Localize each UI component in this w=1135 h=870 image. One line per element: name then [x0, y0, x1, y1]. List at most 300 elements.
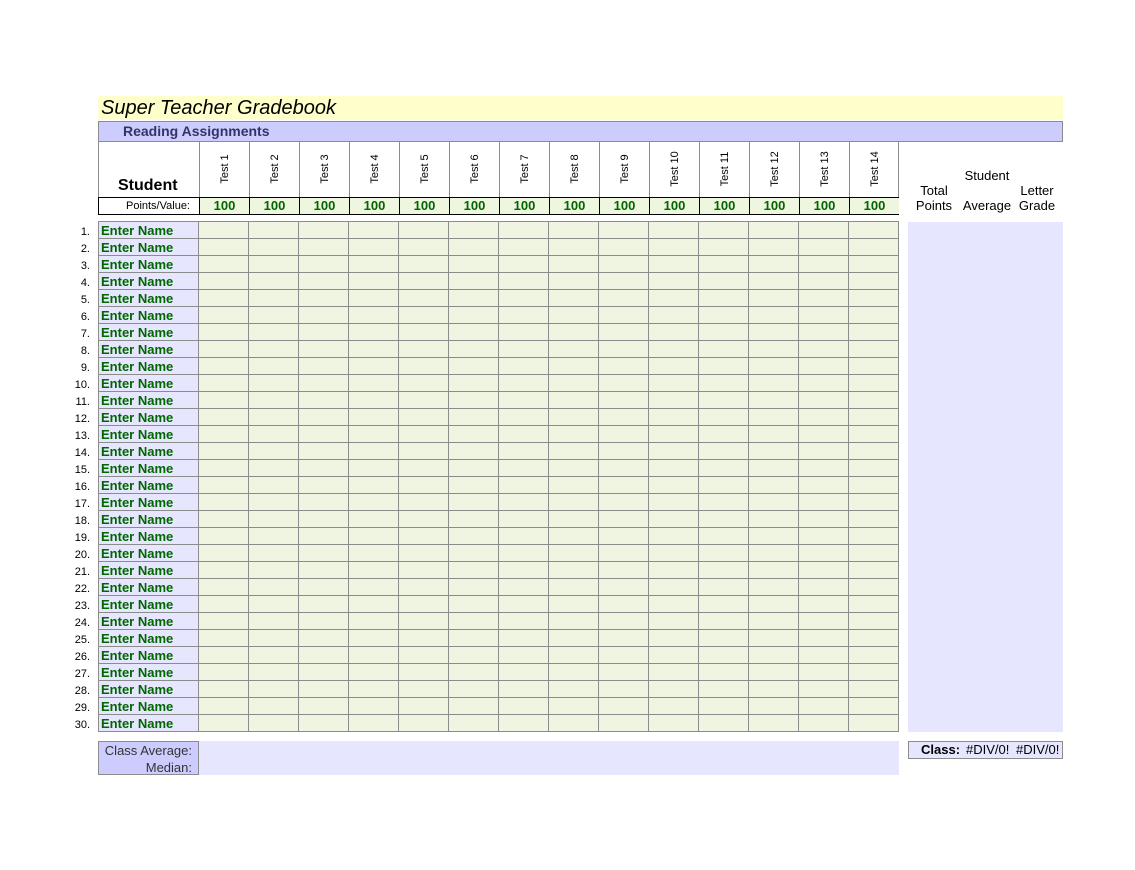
score-cell[interactable] — [249, 647, 299, 664]
score-cell[interactable] — [199, 358, 249, 375]
score-cell[interactable] — [599, 647, 649, 664]
score-cell[interactable] — [849, 273, 899, 290]
score-cell[interactable] — [749, 290, 799, 307]
score-cell[interactable] — [349, 426, 399, 443]
student-name-cell[interactable]: Enter Name — [98, 715, 199, 732]
score-cell[interactable] — [499, 239, 549, 256]
score-cell[interactable] — [399, 681, 449, 698]
score-cell[interactable] — [749, 664, 799, 681]
score-cell[interactable] — [199, 715, 249, 732]
score-cell[interactable] — [199, 698, 249, 715]
score-cell[interactable] — [649, 460, 699, 477]
score-cell[interactable] — [299, 290, 349, 307]
score-cell[interactable] — [249, 562, 299, 579]
score-cell[interactable] — [699, 358, 749, 375]
score-cell[interactable] — [649, 596, 699, 613]
score-cell[interactable] — [799, 562, 849, 579]
score-cell[interactable] — [449, 460, 499, 477]
score-cell[interactable] — [699, 477, 749, 494]
score-cell[interactable] — [399, 426, 449, 443]
score-cell[interactable] — [749, 341, 799, 358]
score-cell[interactable] — [299, 528, 349, 545]
score-cell[interactable] — [199, 460, 249, 477]
score-cell[interactable] — [199, 511, 249, 528]
score-cell[interactable] — [849, 358, 899, 375]
score-cell[interactable] — [349, 341, 399, 358]
score-cell[interactable] — [549, 579, 599, 596]
score-cell[interactable] — [699, 239, 749, 256]
score-cell[interactable] — [599, 409, 649, 426]
score-cell[interactable] — [799, 324, 849, 341]
score-cell[interactable] — [699, 613, 749, 630]
score-cell[interactable] — [449, 290, 499, 307]
score-cell[interactable] — [749, 324, 799, 341]
score-cell[interactable] — [699, 307, 749, 324]
score-cell[interactable] — [849, 375, 899, 392]
score-cell[interactable] — [299, 494, 349, 511]
score-cell[interactable] — [349, 579, 399, 596]
score-cell[interactable] — [349, 511, 399, 528]
score-cell[interactable] — [699, 596, 749, 613]
score-cell[interactable] — [349, 630, 399, 647]
score-cell[interactable] — [499, 256, 549, 273]
score-cell[interactable] — [199, 324, 249, 341]
score-cell[interactable] — [199, 545, 249, 562]
score-cell[interactable] — [299, 239, 349, 256]
score-cell[interactable] — [599, 256, 649, 273]
score-cell[interactable] — [249, 392, 299, 409]
score-cell[interactable] — [599, 324, 649, 341]
score-cell[interactable] — [599, 239, 649, 256]
score-cell[interactable] — [749, 222, 799, 239]
score-cell[interactable] — [499, 613, 549, 630]
score-cell[interactable] — [649, 579, 699, 596]
score-cell[interactable] — [299, 358, 349, 375]
score-cell[interactable] — [349, 324, 399, 341]
score-cell[interactable] — [349, 290, 399, 307]
score-cell[interactable] — [749, 307, 799, 324]
score-cell[interactable] — [499, 579, 549, 596]
score-cell[interactable] — [349, 256, 399, 273]
score-cell[interactable] — [349, 698, 399, 715]
score-cell[interactable] — [749, 562, 799, 579]
score-cell[interactable] — [599, 630, 649, 647]
score-cell[interactable] — [249, 477, 299, 494]
score-cell[interactable] — [799, 579, 849, 596]
score-cell[interactable] — [549, 545, 599, 562]
score-cell[interactable] — [199, 256, 249, 273]
score-cell[interactable] — [699, 698, 749, 715]
score-cell[interactable] — [499, 392, 549, 409]
score-cell[interactable] — [249, 256, 299, 273]
score-cell[interactable] — [599, 375, 649, 392]
score-cell[interactable] — [299, 409, 349, 426]
student-name-cell[interactable]: Enter Name — [98, 579, 199, 596]
score-cell[interactable] — [399, 511, 449, 528]
score-cell[interactable] — [349, 681, 399, 698]
score-cell[interactable] — [249, 273, 299, 290]
score-cell[interactable] — [549, 664, 599, 681]
score-cell[interactable] — [699, 528, 749, 545]
score-cell[interactable] — [649, 545, 699, 562]
score-cell[interactable] — [349, 596, 399, 613]
student-name-cell[interactable]: Enter Name — [98, 290, 199, 307]
score-cell[interactable] — [299, 715, 349, 732]
score-cell[interactable] — [849, 647, 899, 664]
student-name-cell[interactable]: Enter Name — [98, 324, 199, 341]
score-cell[interactable] — [349, 562, 399, 579]
score-cell[interactable] — [749, 477, 799, 494]
score-cell[interactable] — [399, 443, 449, 460]
score-cell[interactable] — [299, 681, 349, 698]
score-cell[interactable] — [349, 528, 399, 545]
score-cell[interactable] — [599, 273, 649, 290]
score-cell[interactable] — [649, 681, 699, 698]
student-name-cell[interactable]: Enter Name — [98, 358, 199, 375]
score-cell[interactable] — [449, 392, 499, 409]
score-cell[interactable] — [499, 698, 549, 715]
score-cell[interactable] — [449, 358, 499, 375]
score-cell[interactable] — [249, 630, 299, 647]
score-cell[interactable] — [199, 647, 249, 664]
score-cell[interactable] — [499, 341, 549, 358]
score-cell[interactable] — [199, 273, 249, 290]
score-cell[interactable] — [399, 273, 449, 290]
score-cell[interactable] — [399, 715, 449, 732]
score-cell[interactable] — [649, 273, 699, 290]
score-cell[interactable] — [249, 324, 299, 341]
score-cell[interactable] — [199, 630, 249, 647]
score-cell[interactable] — [849, 494, 899, 511]
student-name-cell[interactable]: Enter Name — [98, 222, 199, 239]
score-cell[interactable] — [299, 307, 349, 324]
score-cell[interactable] — [749, 239, 799, 256]
score-cell[interactable] — [749, 409, 799, 426]
score-cell[interactable] — [649, 239, 699, 256]
student-name-cell[interactable]: Enter Name — [98, 528, 199, 545]
score-cell[interactable] — [849, 698, 899, 715]
score-cell[interactable] — [599, 664, 649, 681]
score-cell[interactable] — [499, 273, 549, 290]
score-cell[interactable] — [249, 222, 299, 239]
score-cell[interactable] — [399, 698, 449, 715]
points-value-9[interactable]: 100 — [599, 198, 649, 214]
points-value-7[interactable]: 100 — [499, 198, 549, 214]
score-cell[interactable] — [799, 681, 849, 698]
score-cell[interactable] — [849, 477, 899, 494]
score-cell[interactable] — [299, 392, 349, 409]
score-cell[interactable] — [849, 409, 899, 426]
score-cell[interactable] — [249, 460, 299, 477]
score-cell[interactable] — [749, 494, 799, 511]
score-cell[interactable] — [349, 460, 399, 477]
score-cell[interactable] — [749, 596, 799, 613]
score-cell[interactable] — [449, 579, 499, 596]
score-cell[interactable] — [549, 494, 599, 511]
score-cell[interactable] — [599, 562, 649, 579]
score-cell[interactable] — [599, 681, 649, 698]
score-cell[interactable] — [699, 426, 749, 443]
score-cell[interactable] — [599, 613, 649, 630]
score-cell[interactable] — [399, 358, 449, 375]
points-value-3[interactable]: 100 — [299, 198, 349, 214]
score-cell[interactable] — [499, 545, 549, 562]
score-cell[interactable] — [649, 511, 699, 528]
score-cell[interactable] — [799, 494, 849, 511]
score-cell[interactable] — [799, 545, 849, 562]
score-cell[interactable] — [349, 375, 399, 392]
score-cell[interactable] — [649, 222, 699, 239]
student-name-cell[interactable]: Enter Name — [98, 375, 199, 392]
score-cell[interactable] — [499, 647, 549, 664]
score-cell[interactable] — [499, 511, 549, 528]
score-cell[interactable] — [499, 460, 549, 477]
score-cell[interactable] — [799, 273, 849, 290]
score-cell[interactable] — [449, 647, 499, 664]
score-cell[interactable] — [449, 596, 499, 613]
score-cell[interactable] — [399, 222, 449, 239]
score-cell[interactable] — [199, 426, 249, 443]
score-cell[interactable] — [849, 562, 899, 579]
points-value-6[interactable]: 100 — [449, 198, 499, 214]
score-cell[interactable] — [849, 392, 899, 409]
score-cell[interactable] — [799, 630, 849, 647]
score-cell[interactable] — [199, 596, 249, 613]
student-name-cell[interactable]: Enter Name — [98, 307, 199, 324]
score-cell[interactable] — [399, 596, 449, 613]
score-cell[interactable] — [849, 324, 899, 341]
score-cell[interactable] — [599, 392, 649, 409]
score-cell[interactable] — [599, 290, 649, 307]
score-cell[interactable] — [199, 477, 249, 494]
score-cell[interactable] — [549, 443, 599, 460]
score-cell[interactable] — [749, 392, 799, 409]
score-cell[interactable] — [549, 222, 599, 239]
score-cell[interactable] — [699, 579, 749, 596]
score-cell[interactable] — [249, 307, 299, 324]
score-cell[interactable] — [749, 460, 799, 477]
score-cell[interactable] — [599, 341, 649, 358]
score-cell[interactable] — [249, 239, 299, 256]
points-value-11[interactable]: 100 — [699, 198, 749, 214]
score-cell[interactable] — [499, 443, 549, 460]
score-cell[interactable] — [549, 392, 599, 409]
score-cell[interactable] — [349, 239, 399, 256]
score-cell[interactable] — [549, 528, 599, 545]
score-cell[interactable] — [399, 341, 449, 358]
points-value-8[interactable]: 100 — [549, 198, 599, 214]
score-cell[interactable] — [549, 239, 599, 256]
score-cell[interactable] — [799, 307, 849, 324]
points-value-5[interactable]: 100 — [399, 198, 449, 214]
score-cell[interactable] — [499, 222, 549, 239]
score-cell[interactable] — [349, 613, 399, 630]
score-cell[interactable] — [699, 545, 749, 562]
score-cell[interactable] — [649, 647, 699, 664]
student-name-cell[interactable]: Enter Name — [98, 511, 199, 528]
score-cell[interactable] — [199, 443, 249, 460]
score-cell[interactable] — [799, 511, 849, 528]
score-cell[interactable] — [649, 494, 699, 511]
score-cell[interactable] — [549, 426, 599, 443]
score-cell[interactable] — [849, 511, 899, 528]
score-cell[interactable] — [599, 596, 649, 613]
score-cell[interactable] — [599, 545, 649, 562]
score-cell[interactable] — [349, 392, 399, 409]
score-cell[interactable] — [349, 409, 399, 426]
score-cell[interactable] — [249, 341, 299, 358]
score-cell[interactable] — [449, 239, 499, 256]
score-cell[interactable] — [599, 460, 649, 477]
student-name-cell[interactable]: Enter Name — [98, 664, 199, 681]
score-cell[interactable] — [199, 613, 249, 630]
score-cell[interactable] — [549, 307, 599, 324]
score-cell[interactable] — [299, 375, 349, 392]
score-cell[interactable] — [599, 222, 649, 239]
score-cell[interactable] — [249, 494, 299, 511]
score-cell[interactable] — [699, 681, 749, 698]
score-cell[interactable] — [749, 528, 799, 545]
score-cell[interactable] — [699, 324, 749, 341]
score-cell[interactable] — [799, 358, 849, 375]
student-name-cell[interactable]: Enter Name — [98, 647, 199, 664]
score-cell[interactable] — [499, 290, 549, 307]
score-cell[interactable] — [749, 375, 799, 392]
score-cell[interactable] — [599, 307, 649, 324]
score-cell[interactable] — [749, 545, 799, 562]
score-cell[interactable] — [849, 664, 899, 681]
score-cell[interactable] — [349, 494, 399, 511]
score-cell[interactable] — [749, 715, 799, 732]
score-cell[interactable] — [549, 256, 599, 273]
score-cell[interactable] — [299, 647, 349, 664]
score-cell[interactable] — [299, 426, 349, 443]
student-name-cell[interactable]: Enter Name — [98, 392, 199, 409]
score-cell[interactable] — [399, 613, 449, 630]
score-cell[interactable] — [349, 545, 399, 562]
score-cell[interactable] — [399, 409, 449, 426]
score-cell[interactable] — [699, 715, 749, 732]
score-cell[interactable] — [449, 477, 499, 494]
score-cell[interactable] — [549, 562, 599, 579]
score-cell[interactable] — [649, 375, 699, 392]
score-cell[interactable] — [249, 579, 299, 596]
score-cell[interactable] — [799, 341, 849, 358]
score-cell[interactable] — [799, 392, 849, 409]
score-cell[interactable] — [649, 477, 699, 494]
score-cell[interactable] — [499, 375, 549, 392]
score-cell[interactable] — [699, 222, 749, 239]
score-cell[interactable] — [649, 324, 699, 341]
score-cell[interactable] — [399, 256, 449, 273]
score-cell[interactable] — [699, 630, 749, 647]
score-cell[interactable] — [549, 681, 599, 698]
score-cell[interactable] — [349, 477, 399, 494]
score-cell[interactable] — [249, 426, 299, 443]
score-cell[interactable] — [549, 630, 599, 647]
score-cell[interactable] — [449, 613, 499, 630]
score-cell[interactable] — [399, 630, 449, 647]
score-cell[interactable] — [649, 630, 699, 647]
score-cell[interactable] — [849, 613, 899, 630]
score-cell[interactable] — [799, 528, 849, 545]
score-cell[interactable] — [749, 681, 799, 698]
score-cell[interactable] — [799, 477, 849, 494]
score-cell[interactable] — [649, 392, 699, 409]
score-cell[interactable] — [449, 222, 499, 239]
score-cell[interactable] — [349, 273, 399, 290]
score-cell[interactable] — [649, 528, 699, 545]
score-cell[interactable] — [799, 460, 849, 477]
score-cell[interactable] — [649, 613, 699, 630]
score-cell[interactable] — [499, 477, 549, 494]
score-cell[interactable] — [249, 664, 299, 681]
score-cell[interactable] — [299, 443, 349, 460]
score-cell[interactable] — [749, 613, 799, 630]
score-cell[interactable] — [499, 630, 549, 647]
score-cell[interactable] — [499, 324, 549, 341]
score-cell[interactable] — [449, 409, 499, 426]
score-cell[interactable] — [649, 698, 699, 715]
score-cell[interactable] — [799, 426, 849, 443]
score-cell[interactable] — [849, 256, 899, 273]
score-cell[interactable] — [549, 511, 599, 528]
score-cell[interactable] — [849, 307, 899, 324]
score-cell[interactable] — [299, 511, 349, 528]
score-cell[interactable] — [599, 528, 649, 545]
score-cell[interactable] — [599, 358, 649, 375]
score-cell[interactable] — [799, 290, 849, 307]
score-cell[interactable] — [249, 681, 299, 698]
score-cell[interactable] — [649, 664, 699, 681]
score-cell[interactable] — [199, 409, 249, 426]
score-cell[interactable] — [199, 664, 249, 681]
score-cell[interactable] — [249, 698, 299, 715]
score-cell[interactable] — [349, 715, 399, 732]
score-cell[interactable] — [199, 239, 249, 256]
score-cell[interactable] — [699, 273, 749, 290]
score-cell[interactable] — [799, 613, 849, 630]
score-cell[interactable] — [399, 664, 449, 681]
score-cell[interactable] — [199, 222, 249, 239]
score-cell[interactable] — [649, 715, 699, 732]
score-cell[interactable] — [599, 715, 649, 732]
score-cell[interactable] — [699, 392, 749, 409]
score-cell[interactable] — [849, 341, 899, 358]
score-cell[interactable] — [799, 375, 849, 392]
score-cell[interactable] — [749, 358, 799, 375]
score-cell[interactable] — [299, 613, 349, 630]
score-cell[interactable] — [399, 545, 449, 562]
points-value-12[interactable]: 100 — [749, 198, 799, 214]
student-name-cell[interactable]: Enter Name — [98, 409, 199, 426]
score-cell[interactable] — [649, 290, 699, 307]
score-cell[interactable] — [649, 256, 699, 273]
score-cell[interactable] — [549, 409, 599, 426]
score-cell[interactable] — [299, 545, 349, 562]
score-cell[interactable] — [699, 494, 749, 511]
score-cell[interactable] — [199, 290, 249, 307]
points-value-14[interactable]: 100 — [849, 198, 899, 214]
score-cell[interactable] — [199, 528, 249, 545]
score-cell[interactable] — [499, 528, 549, 545]
score-cell[interactable] — [799, 256, 849, 273]
score-cell[interactable] — [749, 647, 799, 664]
score-cell[interactable] — [599, 698, 649, 715]
score-cell[interactable] — [299, 630, 349, 647]
score-cell[interactable] — [499, 681, 549, 698]
score-cell[interactable] — [399, 562, 449, 579]
